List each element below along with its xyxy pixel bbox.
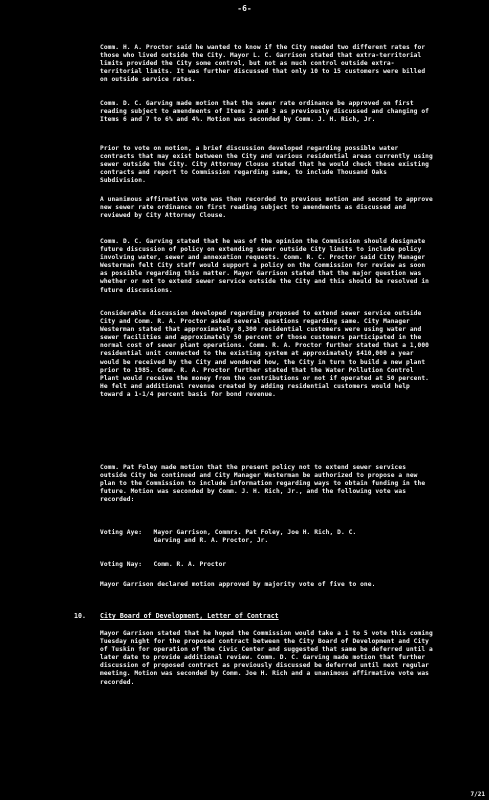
voting-aye-line: Voting Aye: Mayor Garrison, Commrs. Pat Foley, Joe H. Rich, D. C. Garving and R. A. Proctor, Jr.: [100, 529, 357, 545]
voting-nay-line: Voting Nay: Comm. R. A. Proctor: [100, 561, 227, 568]
page-number: -6-: [237, 4, 252, 13]
paragraph-first-reading-motion: Comm. D. C. Garving made motion that the sewer rate ordinance be approved on first reading subject to amendments of Items 2 and 3 as previously discussed and changing of Items 6 and 7 to 6% and 4%. Motion was seconded by Comm. J. H. Rich, Jr.: [100, 100, 433, 124]
motion-declared-line: Mayor Garrison declared motion approved by majority vote of five to one.: [100, 581, 376, 588]
corner-mark: 7/21: [470, 791, 485, 798]
paragraph-policy-discussion: Comm. D. C. Garving stated that he was of the opinion the Commission should designate future discussion of policy on extending sewer outside City limits to include policy involving water, sewer and annexation requests. Comm. R. C. Proctor said City Manager Westerman felt City staff would support a policy on the Commission for review as soon as possible regarding this matter. Mayor Garrison stated that the major question was whether or not to extend sewer service outside the City and this should be resolved in future discussions.: [100, 238, 433, 294]
agenda-item-number: 10.: [74, 612, 86, 620]
paragraph-rate-question: Comm. H. A. Proctor said he wanted to know if the City needed two different rates for those who lived outside the City. Mayor L. C. Garrison stated that extra-territorial limits provided the City some control, but not as much control outside extra-territorial limits. It was further discussed that only 10 to 15 customers were billed on outside service rates.: [100, 44, 429, 84]
paragraph-water-contracts: Prior to vote on motion, a brief discussion developed regarding possible water contracts that may exist between the City and various residential areas currently using sewer outside the City. City Attorney Clouse stated that he would check these existing contracts and report to Commission regarding same, to include Thousand Oaks Subdivision.: [100, 145, 437, 185]
paragraph-sewer-extension-discussion: Considerable discussion developed regarding proposed to extend sewer service outside City and Comm. R. A. Proctor asked several questions regarding same. City Manager Westerman stated that approximately 8,300 residential customers were using water and sewer facilities and approximately 50 percent of those customers participated in the normal cost of sewer plant operations. Comm. R. A. Proctor further stated that a 1,000 residential unit connected to the existing system at approximately $410,000 a year would be received by the City and wondered how, the City in turn to build a new plant prior to 1985. Comm. R. A. Proctor further stated that the Water Pollution Control Plant would receive the money from the contributions or not if operated at 50 percent. He felt and additional revenue created by adding residential customers would help toward a 1-1/4 percent basis for bond revenue.: [100, 310, 433, 398]
paragraph-foley-motion: Comm. Pat Foley made motion that the present policy not to extend sewer services outside City be continued and City Manager Westerman be authorized to propose a new plan to the Commission to include information regarding ways to obtain funding in the future. Motion was seconded by Comm. J. H. Rich, Jr., and the following vote was recorded:: [100, 464, 429, 504]
agenda-item-title: City Board of Development, Letter of Contract: [100, 612, 279, 620]
paragraph-board-of-development: Mayor Garrison stated that he hoped the Commission would take a 1 to 5 vote this coming Tuesday night for the proposed contract between the City Board of Development and City of Tuskin for operation of the Civic Center and suggested that same be deferred until a later date to provide additional review. Comm. D. C. Garving made motion that further discussion of proposed contract as previously discussed be deferred until next regular meeting. Motion was seconded by Comm. Joe H. Rich and a unanimous affirmative vote was recorded.: [100, 630, 437, 686]
paragraph-unanimous-vote: A unanimous affirmative vote was then recorded to previous motion and second to approve new sewer rate ordinance on first reading subject to amendments as discussed and reviewed by City Attorney Clouse.: [100, 196, 437, 220]
